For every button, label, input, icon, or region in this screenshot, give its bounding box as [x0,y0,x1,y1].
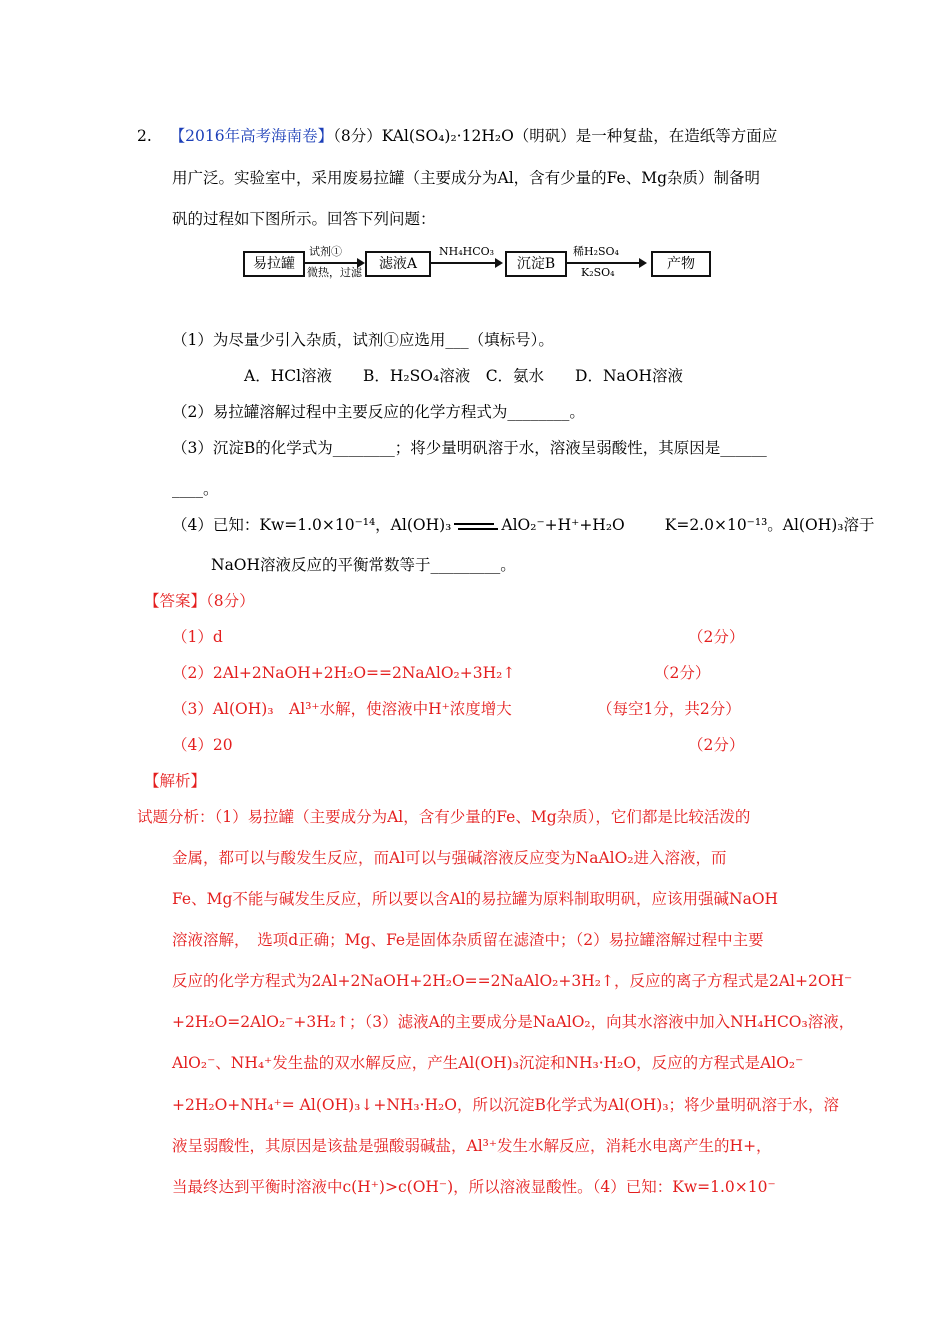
subquestion-4-kw: Kw=1.0×10⁻¹⁴，Al(OH)₃ [259,516,452,534]
subquestion-4-prefix: （4）已知： [172,516,260,534]
analysis-line: 试题分析：（1）易拉罐（主要成分为Al，含有少量的Fe、Mg杂质），它们都是比较活泼的 [137,808,751,826]
analysis-line: +2H₂O+NH₄⁺= Al(OH)₃↓+NH₃·H₂O，所以沉淀B化学式为Al(OH)₃；将少量明矾溶于水，溶 [172,1096,840,1114]
subquestion-4-products: AlO₂⁻+H⁺+H₂O [501,516,625,534]
answer-points: （8分） [206,592,255,610]
flow-arrow-3 [567,262,645,264]
analysis-heading: 【解析】 [144,772,207,790]
analysis-line: 金属，都可以与酸发生反应，而Al可以与强碱溶液反应变为NaAlO₂进入溶液，而 [172,849,727,867]
process-flowchart [243,243,713,283]
flow-box-precipitate-b: 沉淀B [505,251,567,277]
answer-2: （2）2Al+2NaOH+2H₂O==2NaAlO₂+3H₂↑ [172,664,516,682]
subquestion-3-line-1: （3）沉淀B的化学式为________；将少量明矾溶于水，溶液呈弱酸性，其原因是______ [172,439,767,457]
subquestion-2: （2）易拉罐溶解过程中主要反应的化学方程式为________。 [172,403,585,421]
equilibrium-arrow-icon [454,520,498,532]
flow-nh4hco3-label: NH₄HCO₃ [439,245,495,258]
subquestion-4-line-1 [172,515,874,535]
analysis-line: Fe、Mg不能与碱发生反应，所以要以含Al的易拉罐为原料制取明矾，应该用强碱NaOH [172,890,779,908]
question-line-2: 用广泛。实验室中，采用废易拉罐（主要成分为Al，含有少量的Fe、Mg杂质）制备明 [172,169,761,187]
subquestion-4-k: K=2.0×10⁻¹³。Al(OH)₃溶于 [664,516,875,534]
answer-4-score: （2分） [688,736,745,754]
analysis-line: +2H₂O=2AlO₂⁻+3H₂↑；（3）滤液A的主要成分是NaAlO₂，向其水溶液中加入NH₄HCO₃溶液， [172,1013,855,1031]
answer-heading-line [144,591,255,611]
question-line-1 [137,126,777,146]
flow-box-product: 产物 [651,251,711,277]
flow-reagent-label: 试剂① [309,245,342,258]
analysis-line: 当最终达到平衡时溶液中c(H⁺)>c(OH⁻)，所以溶液显酸性。（4）已知：Kw=1.0×10⁻ [172,1178,776,1196]
flow-h2so4-label: 稀H₂SO₄ [573,245,619,258]
flow-box-filtrate-a: 滤液A [365,251,431,277]
analysis-line: 反应的化学方程式为2Al+2NaOH+2H₂O==2NaAlO₂+3H₂↑，反应的离子方程式是2Al+2OH⁻ [172,972,853,990]
answer-3-score: （每空1分，共2分） [597,700,741,718]
answer-2-score: （2分） [654,664,711,682]
subquestion-1: （1）为尽量少引入杂质，试剂①应选用___（填标号）。 [172,331,554,349]
answer-4: （4）20 [172,736,233,754]
analysis-line: 溶液溶解， 选项d正确；Mg、Fe是固体杂质留在滤渣中；（2）易拉罐溶解过程中主要 [172,931,764,949]
subquestion-1-options: A．HCl溶液 B．H₂SO₄溶液 C．氨水 D．NaOH溶液 [244,367,684,385]
flow-arrow-2 [431,262,501,264]
subquestion-3-line-2: ____。 [172,480,219,498]
analysis-line: 液呈弱酸性，其原因是该盐是强酸弱碱盐，Al³⁺发生水解反应，消耗水电离产生的H+， [172,1137,772,1155]
question-source: 【2016年高考海南卷】 [169,127,334,145]
analysis-line: AlO₂⁻、NH₄⁺发生盐的双水解反应，产生Al(OH)₃沉淀和NH₃·H₂O，反应的方程式是AlO₂⁻ [172,1054,804,1072]
question-line-3: 矾的过程如下图所示。回答下列问题： [172,210,436,228]
flow-box-can: 易拉罐 [243,251,305,277]
flow-condition-label: 微热，过滤 [307,266,362,279]
subquestion-4-line-2: NaOH溶液反应的平衡常数等于_________。 [211,556,516,574]
answer-1-score: （2分） [688,628,745,646]
question-number: 2. [137,127,152,145]
answer-heading: 【答案】 [144,592,207,610]
question-intro: （8分）KAl(SO₄)₂·12H₂O（明矾）是一种复盐，在造纸等方面应 [333,127,778,145]
answer-1: （1）d [172,628,223,646]
flow-arrow-1 [305,262,363,264]
answer-3: （3）Al(OH)₃ Al³⁺水解，使溶液中H⁺浓度增大 [172,700,512,718]
flow-k2so4-label: K₂SO₄ [581,266,615,279]
